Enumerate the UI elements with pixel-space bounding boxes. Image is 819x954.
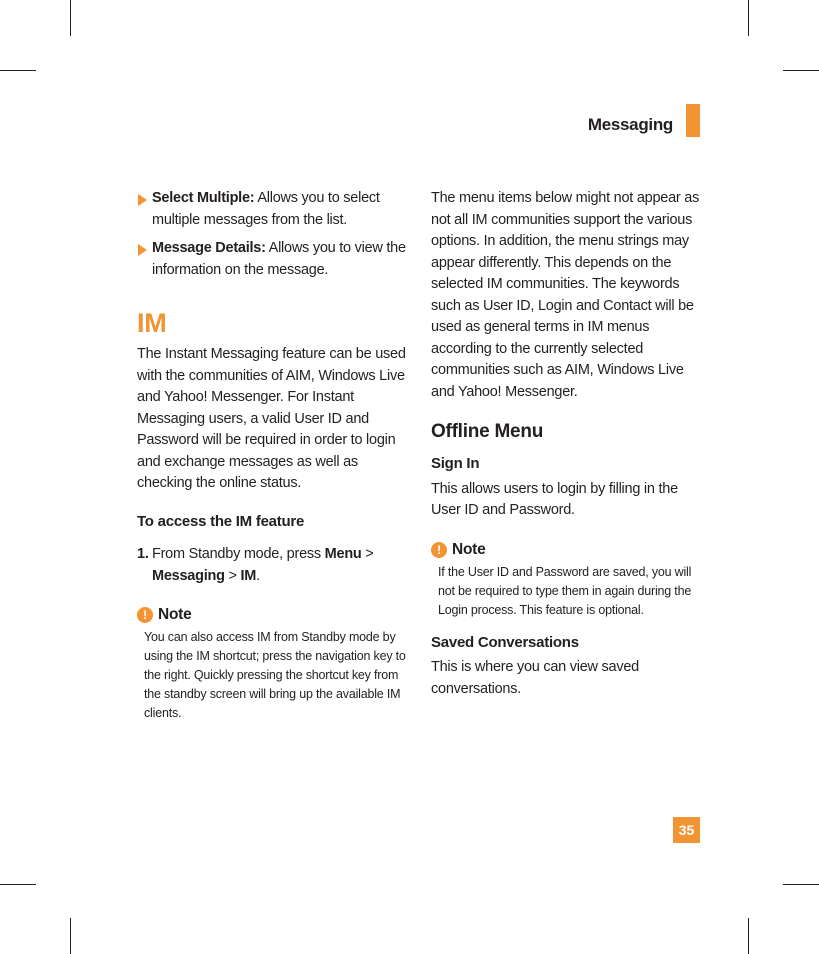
section-title: Messaging (587, 115, 673, 134)
im-heading: IM (137, 308, 167, 338)
bullet-text: Allows you to select multiple messages from the list. (152, 190, 380, 228)
crop-mark (748, 918, 749, 954)
crop-mark (783, 70, 819, 71)
intro-paragraph: The menu items below might not appear as not all IM communities support the various options. In addition, the menu strings may appear differently. This depends on the selected IM communities. The keywords such as User ID, Login and Contact will be used as general terms in IM menus according to the currently selected communities such as AIM, Windows Live and Yahoo! Messenger. (431, 190, 700, 400)
saved-conversations-text: This is where you can view saved conversations. (431, 659, 639, 697)
bullet-message-details (137, 238, 409, 281)
step-im-term: IM (240, 567, 257, 584)
note-heading (431, 540, 703, 560)
note-heading (137, 605, 409, 625)
right-column (431, 188, 703, 700)
crop-mark (70, 0, 71, 36)
crop-mark (0, 884, 36, 885)
sign-in-heading: Sign In (431, 455, 480, 472)
bullet-arrow-icon (138, 244, 147, 256)
note-warning-icon: ! (137, 607, 153, 623)
step-end: . (256, 567, 260, 584)
crop-mark (70, 918, 71, 954)
bullet-term: Select Multiple: (152, 190, 255, 206)
saved-conversations-heading: Saved Conversations (431, 633, 579, 651)
step-1 (137, 544, 409, 587)
note-warning-icon: ! (431, 542, 447, 558)
note-text: If the User ID and Password are saved, you will not be required to type them in again during the Login process. This feature is optional. (438, 564, 692, 617)
bullet-term: Message Details: (152, 240, 266, 256)
step-menu-term: Menu (324, 546, 362, 562)
note-text: You can also access IM from Standby mode by using the IM shortcut; press the navigation key to the right. Quickly pressing the shortcut key from the standby screen will bring up the available IM clients. (144, 630, 406, 720)
bullet-arrow-icon (138, 194, 147, 206)
crop-mark (0, 70, 36, 71)
crop-mark (783, 884, 819, 885)
access-heading: To access the IM feature (137, 512, 305, 530)
step-separator: > (361, 546, 374, 562)
note-title: Note (452, 540, 486, 558)
note-title: Note (158, 606, 192, 623)
step-separator: > (224, 567, 241, 584)
im-paragraph: The Instant Messaging feature can be used with the communities of AIM, Windows Live and Yahoo! Messenger. For Instant Messaging users, a valid User ID and Password will be required in order to login and exchange messages as well as checking the online status. (137, 346, 406, 491)
sign-in-text: This allows users to login by filling in the User ID and Password. (431, 480, 678, 518)
bullet-text: Allows you to view the information on the message. (152, 240, 406, 278)
crop-mark (748, 0, 749, 36)
step-messaging-term: Messaging (152, 567, 225, 584)
offline-menu-heading: Offline Menu (431, 421, 544, 442)
section-tab-marker (686, 104, 700, 137)
step-text: From Standby mode, press (152, 546, 325, 562)
step-number: 1. (137, 546, 149, 562)
left-column (137, 188, 409, 723)
bullet-select-multiple (137, 188, 409, 231)
page-number: 35 (673, 817, 700, 843)
